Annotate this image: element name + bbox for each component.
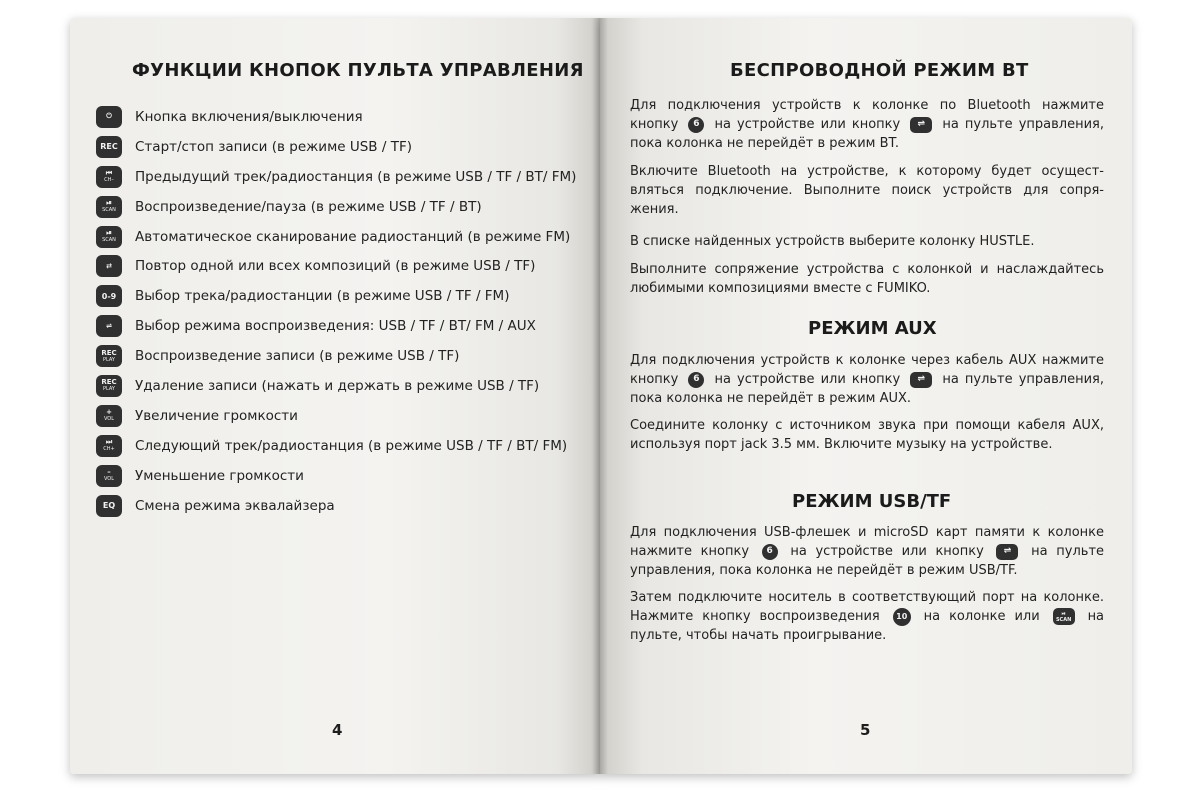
key-glyph: REC [101, 348, 117, 357]
function-description: Воспроизведение записи (в режиме USB / TF) [135, 348, 460, 365]
key-sublabel: SCAN [102, 207, 116, 214]
function-row [96, 401, 596, 431]
usb-p1-text-c: на пульте управления, пока колонка не перейдёт в режим USB/TF. [630, 544, 1105, 578]
key-glyph: ⏻ [106, 112, 112, 121]
device-button-6-icon: 6 [688, 117, 704, 133]
function-row [96, 162, 596, 192]
key-glyph: ⏯ [106, 199, 112, 208]
volume-up-icon [96, 405, 122, 427]
rec-play-delete-icon [96, 375, 122, 397]
key-glyph: ⏮ [105, 169, 113, 178]
key-sublabel: VOL [103, 476, 115, 483]
function-row [96, 491, 596, 521]
bt-paragraph-2: Включите Bluetooth на устройстве, к которому будет осущест-вляться подключение. Выполните поиск устройств для сопря-жения. [630, 164, 1104, 217]
prev-track-icon [96, 166, 122, 188]
page-title: ФУНКЦИИ КНОПОК ПУЛЬТА УПРАВЛЕНИЯ [132, 60, 584, 81]
key-sublabel: CH+ [103, 446, 115, 453]
function-description: Кнопка включения/выключения [135, 108, 363, 125]
book-spine-shadow [592, 18, 608, 774]
key-glyph: + [106, 408, 112, 417]
mode-switch-icon: ⇌ [996, 544, 1018, 560]
usb-p2-text-a: Затем подключите носитель в соответствующий порт на колонке. Нажмите кнопку воспроизведения [630, 590, 1104, 624]
function-description: Воспроизведение/пауза (в режиме USB / TF / BT) [135, 198, 482, 215]
bt-p1-text-a: Для подключения устройств к колонке по Bluetooth нажмите кнопку [630, 98, 1104, 132]
usb-paragraph-2 [630, 588, 1104, 645]
function-row [96, 222, 596, 252]
left-page [70, 18, 600, 774]
mode-switch-icon [96, 315, 122, 337]
function-description: Смена режима эквалайзера [135, 497, 335, 514]
right-page [600, 18, 1132, 774]
next-track-icon [96, 435, 122, 457]
aux-p1-text-c: на пульте управления, пока колонка не перейдёт в режим AUX. [630, 372, 1104, 406]
aux-p1-text-a: Для подключения устройств к колонке через кабель AUX нажмите кнопку [630, 353, 1104, 387]
scan-key-label: SCAN [1055, 616, 1072, 623]
function-row [96, 132, 596, 162]
function-row [96, 192, 596, 222]
digits-key-icon [96, 285, 122, 307]
section-title-aux: РЕЖИМ AUX [808, 318, 937, 339]
play-pause-scan-icon [1053, 608, 1075, 625]
bt-p1-text-b: на устройстве или кнопку [714, 117, 901, 132]
key-glyph: 0-9 [101, 291, 117, 301]
scan-icon [96, 226, 122, 248]
power-icon [96, 106, 122, 128]
play-pause-icon [96, 196, 122, 218]
function-description: Предыдущий трек/радиостанция (в режиме USB / TF / BT/ FM) [135, 168, 577, 185]
function-description: Следующий трек/радиостанция (в режиме USB / TF / BT/ FM) [135, 437, 568, 454]
function-row [96, 311, 596, 341]
function-description: Удаление записи (нажать и держать в режиме USB / TF) [135, 377, 540, 394]
usb-p2-text-b: на колонке или [923, 609, 1040, 624]
device-button-6-icon: 6 [688, 372, 704, 388]
usb-p1-text-b: на устройстве или кнопку [790, 544, 984, 559]
bt-paragraph-3: В списке найденных устройств выберите колонку HUSTLE. [630, 234, 1035, 249]
scan-key-glyph: ⏯ [1061, 610, 1066, 617]
function-description: Выбор режима воспроизведения: USB / TF / BT/ FM / AUX [135, 318, 536, 335]
function-description: Автоматическое сканирование радиостанций (в режиме FM) [135, 228, 571, 245]
function-description: Уменьшение громкости [135, 467, 304, 484]
key-sublabel: CH– [104, 177, 114, 184]
bt-paragraph-1 [630, 96, 1104, 153]
key-glyph: REC [101, 378, 117, 387]
aux-p1-text-b: на устройстве или кнопку [714, 372, 901, 387]
device-button-6-icon: 6 [762, 544, 778, 560]
usb-p1-text-a: Для подключения USB-флешек и microSD карт памяти к колонке нажмите кнопку [630, 525, 1104, 559]
usb-p2-text-c: на пульте, чтобы начать проигрывание. [630, 609, 1105, 643]
function-row [96, 102, 596, 132]
function-row [96, 431, 596, 461]
volume-down-icon [96, 465, 122, 487]
repeat-icon [96, 255, 122, 277]
key-glyph: ⇌ [106, 321, 112, 330]
key-glyph: – [107, 468, 111, 477]
key-sublabel: PLAY [102, 356, 115, 363]
key-glyph: ⏯ [106, 229, 112, 237]
function-description: Старт/стоп записи (в режиме USB / TF) [135, 138, 412, 155]
mode-switch-icon: ⇌ [910, 372, 932, 388]
key-glyph: EQ [102, 501, 116, 511]
open-booklet [70, 18, 1132, 774]
rec-key-icon [96, 136, 122, 158]
key-sublabel: SCAN [102, 237, 116, 243]
aux-paragraph-2: Соедините колонку с источником звука при помощи кабеля AUX, используя порт jack 3.5 мм. Включите музыку на устройстве. [630, 418, 1104, 452]
key-glyph: REC [100, 142, 118, 152]
rec-play-icon [96, 345, 122, 367]
mode-switch-icon: ⇌ [910, 117, 932, 133]
key-sublabel: VOL [103, 416, 115, 423]
function-row [96, 251, 596, 281]
aux-paragraph-1 [630, 351, 1104, 408]
function-row [96, 281, 596, 311]
usb-paragraph-1 [630, 523, 1104, 580]
bt-p1-text-c: на пульте управления, пока колонка не перейдёт в режим BT. [630, 117, 1104, 151]
section-title-usb: РЕЖИМ USB/TF [792, 491, 952, 512]
function-row [96, 341, 596, 371]
eq-key-icon [96, 495, 122, 517]
page-number: 4 [332, 721, 343, 739]
function-row [96, 371, 596, 401]
key-sublabel: PLAY [102, 386, 115, 393]
function-description: Увеличение громкости [135, 407, 298, 424]
function-description: Выбор трека/радиостанции (в режиме USB / TF / FM) [135, 288, 510, 305]
key-glyph: ⇄ [106, 261, 112, 270]
section-title-bt: БЕСПРОВОДНОЙ РЕЖИМ BT [730, 60, 1029, 81]
function-row [96, 461, 596, 491]
page-number: 5 [860, 721, 871, 739]
function-description: Повтор одной или всех композиций (в режиме USB / TF) [135, 258, 536, 275]
key-glyph: ⏭ [105, 438, 113, 447]
play-button-10-icon: 10 [893, 608, 911, 626]
bt-paragraph-4: Выполните сопряжение устройства с колонкой и наслаждайтесь любимыми композициями вместе с FUMIKO. [630, 262, 1104, 296]
button-function-list [96, 102, 596, 520]
